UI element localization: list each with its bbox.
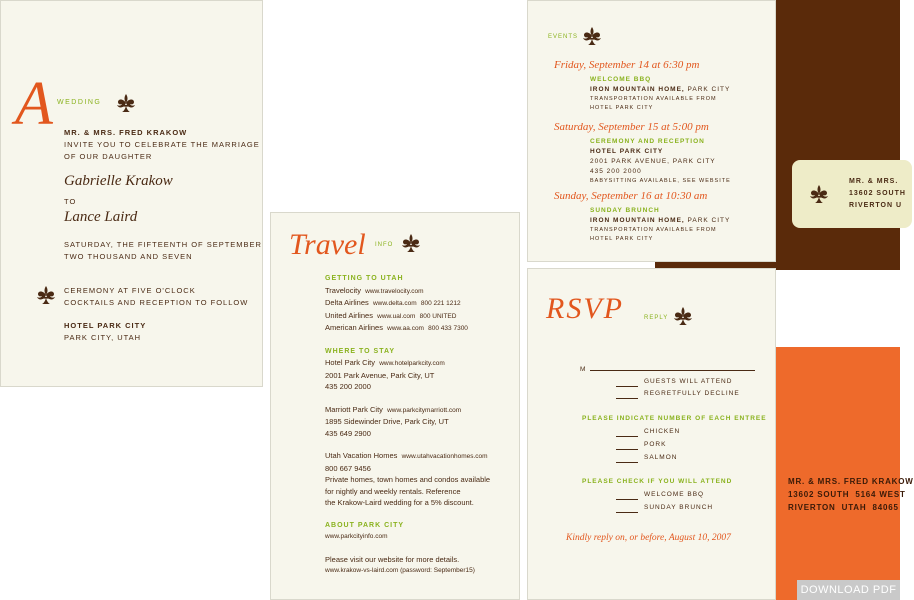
event-name: SUNDAY BRUNCH	[590, 207, 660, 214]
event-location-city: PARK CITY	[687, 217, 731, 224]
travel-label: INFO	[375, 242, 394, 248]
hotel-name: Hotel Park City	[325, 358, 376, 367]
rsvp-decline-row[interactable]	[616, 388, 740, 399]
rsvp-label: REPLY	[644, 315, 669, 321]
fleur-de-lis-icon	[808, 184, 830, 204]
event-name: WELCOME BBQ	[590, 76, 652, 83]
airline-row	[325, 297, 515, 310]
wedding-venue-city: PARK CITY, UTAH	[64, 333, 142, 342]
small-label-line-2: 13602 SOUTH	[849, 190, 906, 197]
entree-label: SALMON	[644, 454, 678, 461]
wedding-invite-line-2: OF OUR DAUGHTER	[64, 152, 153, 161]
event-detail: TRANSPORTATION AVAILABLE FROM	[590, 96, 717, 102]
orange-label-line-3: RIVERTON UTAH 84065	[788, 503, 899, 512]
about-park-city-heading: ABOUT PARK CITY	[325, 521, 405, 529]
entree-heading: PLEASE INDICATE NUMBER OF EACH ENTREE	[582, 415, 767, 422]
travel-info-card	[270, 212, 520, 600]
entree-row[interactable]	[616, 426, 680, 437]
rsvp-deadline: Kindly reply on, or before, August 10, 2007	[566, 533, 731, 543]
where-to-stay-heading: WHERE TO STAY	[325, 347, 396, 355]
airline-row	[325, 285, 515, 298]
password-note: (password: September15)	[400, 567, 475, 574]
fleur-de-lis-icon	[115, 93, 137, 113]
attend-event-row[interactable]	[616, 502, 713, 513]
entree-row[interactable]	[616, 439, 666, 450]
airline-link[interactable]: www.travelocity.com	[365, 287, 424, 295]
rsvp-accept-row[interactable]	[616, 376, 732, 387]
event-date: Friday, September 14 at 6:30 pm	[554, 59, 700, 71]
airline-name: Delta Airlines	[325, 298, 369, 307]
hotel-row	[325, 357, 515, 370]
hotel-phone: 435 649 2900	[325, 428, 371, 438]
groom-name: Lance Laird	[64, 209, 138, 225]
wedding-hosts: MR. & MRS. FRED KRAKOW	[64, 128, 188, 137]
fleur-de-lis-icon	[672, 306, 694, 326]
hotel-link[interactable]: www.hotelparkcity.com	[379, 360, 445, 367]
small-label-line-3: RIVERTON U	[849, 202, 903, 209]
event-date: Saturday, September 15 at 5:00 pm	[554, 121, 709, 133]
events-card	[527, 0, 776, 262]
orange-label-line-2: 13602 SOUTH 5164 WEST	[788, 490, 906, 499]
travel-title: Travel	[289, 228, 366, 261]
hotel-address: 2001 Park Avenue, Park City, UT	[325, 370, 435, 380]
airline-link[interactable]: www.aa.com	[387, 325, 424, 332]
hotel-row	[325, 404, 515, 417]
rsvp-decline-label: REGRETFULLY DECLINE	[644, 390, 740, 397]
event-location-name: HOTEL PARK CITY	[590, 148, 664, 155]
rsvp-card	[527, 268, 776, 600]
event-location-name: IRON MOUNTAIN HOME,	[590, 86, 685, 93]
entree-label: PORK	[644, 441, 667, 448]
event-location-city: PARK CITY	[687, 86, 731, 93]
small-envelope-label	[792, 160, 912, 228]
hotel-row	[325, 450, 515, 463]
event-detail: 435 200 2000	[590, 168, 642, 175]
airline-link[interactable]: www.ual.com	[377, 312, 416, 320]
wedding-label: WEDDING	[57, 99, 102, 106]
hotel-link[interactable]: www.utahvacationhomes.com	[401, 453, 488, 460]
hotel-description: Private homes, town homes and condos available	[325, 475, 491, 484]
airline-name: American Airlines	[325, 323, 383, 332]
airline-row	[325, 322, 515, 335]
entree-label: CHICKEN	[644, 428, 681, 435]
reception-note: COCKTAILS AND RECEPTION TO FOLLOW	[64, 298, 249, 307]
attend-event-label: SUNDAY BRUNCH	[644, 504, 714, 511]
event-date: Sunday, September 16 at 10:30 am	[554, 190, 708, 202]
wedding-website-link[interactable]: www.krakow-vs-laird.com	[325, 567, 399, 574]
visit-website-text: Please visit our website for more details.	[325, 554, 460, 564]
event-detail: HOTEL PARK CITY	[590, 105, 654, 111]
orange-label-line-1: MR. & MRS. FRED KRAKOW	[788, 477, 914, 486]
event-detail: 2001 PARK AVENUE, PARK CITY	[590, 158, 716, 165]
airline-phone: 800 UNITED	[419, 312, 457, 320]
wedding-big-letter: A	[15, 70, 53, 138]
wedding-invitation-card	[0, 0, 263, 387]
event-detail: HOTEL PARK CITY	[590, 236, 654, 242]
download-pdf-button[interactable]	[797, 580, 900, 600]
event-detail: TRANSPORTATION AVAILABLE FROM	[590, 227, 717, 233]
wedding-venue: HOTEL PARK CITY	[64, 321, 147, 330]
attend-event-label: WELCOME BBQ	[644, 491, 705, 498]
download-pdf-label: DOWNLOAD PDF	[800, 584, 897, 596]
hotel-name: Marriott Park City	[325, 404, 383, 414]
wedding-date-line-1: SATURDAY, THE FIFTEENTH OF SEPTEMBER	[64, 240, 262, 249]
ceremony-time: CEREMONY AT FIVE O'CLOCK	[64, 286, 196, 295]
fleur-de-lis-icon	[400, 233, 422, 253]
rsvp-accept-label: GUESTS WILL ATTEND	[644, 378, 733, 385]
orange-envelope-panel	[776, 347, 914, 600]
rsvp-title: RSVP	[546, 292, 624, 325]
airline-phone: 800 433 7300	[428, 325, 468, 332]
event-detail: BABYSITTING AVAILABLE, SEE WEBSITE	[590, 178, 731, 184]
hotel-description: for nightly and weekly rentals. Reference	[325, 486, 461, 496]
visit-website-row	[325, 565, 515, 577]
hotel-phone: 435 200 2000	[325, 382, 371, 391]
rsvp-name-line[interactable]	[580, 364, 756, 375]
hotel-description: the Krakow-Laird wedding for a 5% discount.	[325, 498, 474, 507]
events-label: EVENTS	[548, 34, 579, 40]
small-label-line-1: MR. & MRS.	[849, 178, 899, 185]
event-location-name: IRON MOUNTAIN HOME,	[590, 217, 685, 224]
airline-name: Travelocity	[325, 285, 361, 295]
airline-phone: 800 221 1212	[420, 300, 461, 307]
wedding-invite-line-1: INVITE YOU TO CELEBRATE THE MARRIAGE	[64, 140, 260, 149]
about-link[interactable]: www.parkcityinfo.com	[325, 533, 388, 540]
wedding-date-line-2: TWO THOUSAND AND SEVEN	[64, 252, 193, 261]
fleur-de-lis-icon	[35, 285, 57, 305]
hotel-address: 1895 Sidewinder Drive, Park City, UT	[325, 417, 449, 426]
hotel-phone: 800 667 9456	[325, 463, 371, 473]
airline-row	[325, 310, 515, 323]
wedding-to: TO	[64, 197, 77, 206]
getting-to-utah-heading: GETTING TO UTAH	[325, 275, 404, 282]
rsvp-m-label: M	[580, 366, 586, 373]
airline-name: United Airlines	[325, 310, 373, 320]
hotel-link[interactable]: www.parkcitymarriott.com	[387, 406, 462, 414]
travel-body	[325, 273, 515, 577]
hotel-name: Utah Vacation Homes	[325, 451, 398, 460]
attend-event-row[interactable]	[616, 489, 704, 500]
bride-name: Gabrielle Krakow	[64, 173, 173, 189]
event-name: CEREMONY AND RECEPTION	[590, 138, 705, 145]
airline-link[interactable]: www.delta.com	[372, 300, 417, 307]
attend-heading: PLEASE CHECK IF YOU WILL ATTEND	[582, 478, 733, 485]
fleur-de-lis-icon	[581, 26, 603, 46]
entree-row[interactable]	[616, 452, 677, 463]
